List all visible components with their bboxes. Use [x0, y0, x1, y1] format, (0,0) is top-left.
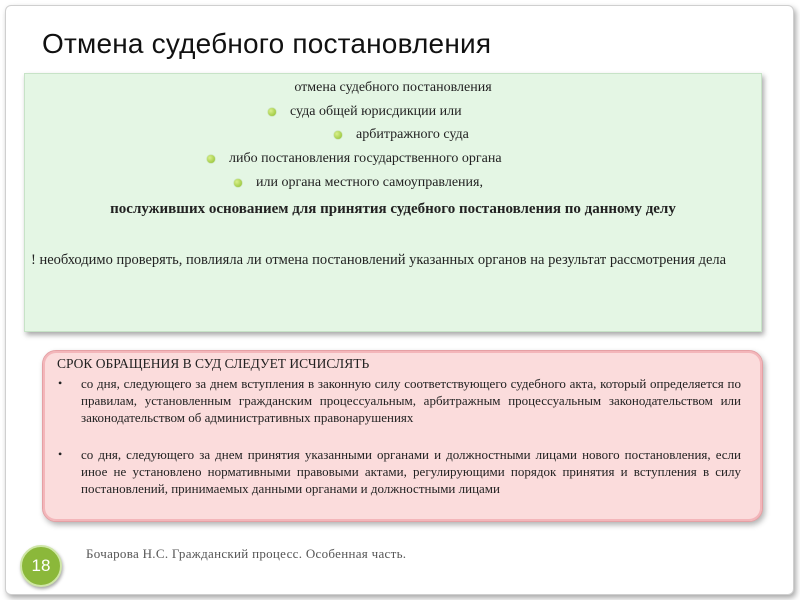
green-bullet-icon [234, 179, 242, 187]
green-bullet-item [207, 151, 502, 167]
pink-heading: СРОК ОБРАЩЕНИЯ В СУД СЛЕДУЕТ ИСЧИСЛЯТЬ [57, 356, 370, 371]
pink-list-item: со дня, следующего за днем принятия указанными органами и должностными лицами нового постановления, если иное не установлено нормативными правовыми актами, регулирующими порядок принятия и вступления в силу постановлений, принимаемых данными органами и должностными лицами [81, 447, 741, 496]
page-number-badge: 18 [20, 545, 62, 587]
footer-text: Бочарова Н.С. Гражданский процесс. Особенная часть. [86, 546, 407, 561]
green-bullet-text: арбитражного суда [356, 127, 469, 142]
green-bullet-icon [334, 131, 342, 139]
green-bullet-item [334, 127, 469, 143]
green-conclusion: послуживших основанием для принятия судебного постановления по данному делу [110, 201, 676, 217]
green-bullet-text: либо постановления государственного органа [229, 151, 502, 166]
green-bullet-item [234, 175, 483, 191]
green-bullet-icon [268, 108, 276, 116]
green-heading: отмена судебного постановления [294, 80, 492, 95]
green-note: ! необходимо проверять, повлияла ли отмена постановлений указанных органов на результат рассмотрения дела [31, 252, 727, 268]
pink-panel [42, 350, 763, 522]
green-bullet-item [268, 104, 462, 120]
pink-bullet-icon: • [58, 376, 63, 390]
slide-title: Отмена судебного постановления [42, 28, 492, 59]
green-bullet-text: суда общей юрисдикции или [290, 104, 462, 119]
pink-list-item: со дня, следующего за днем вступления в законную силу соответствующего судебного акта, который определяется по правилам, установленным гражданским процессуальным, арбитражным процессуальным законодательством или законодательством об административных правонарушениях [81, 376, 741, 425]
pink-bullet-icon: • [58, 447, 63, 461]
green-panel [24, 73, 762, 332]
green-bullet-icon [207, 155, 215, 163]
green-bullet-text: или органа местного самоуправления, [256, 175, 483, 190]
